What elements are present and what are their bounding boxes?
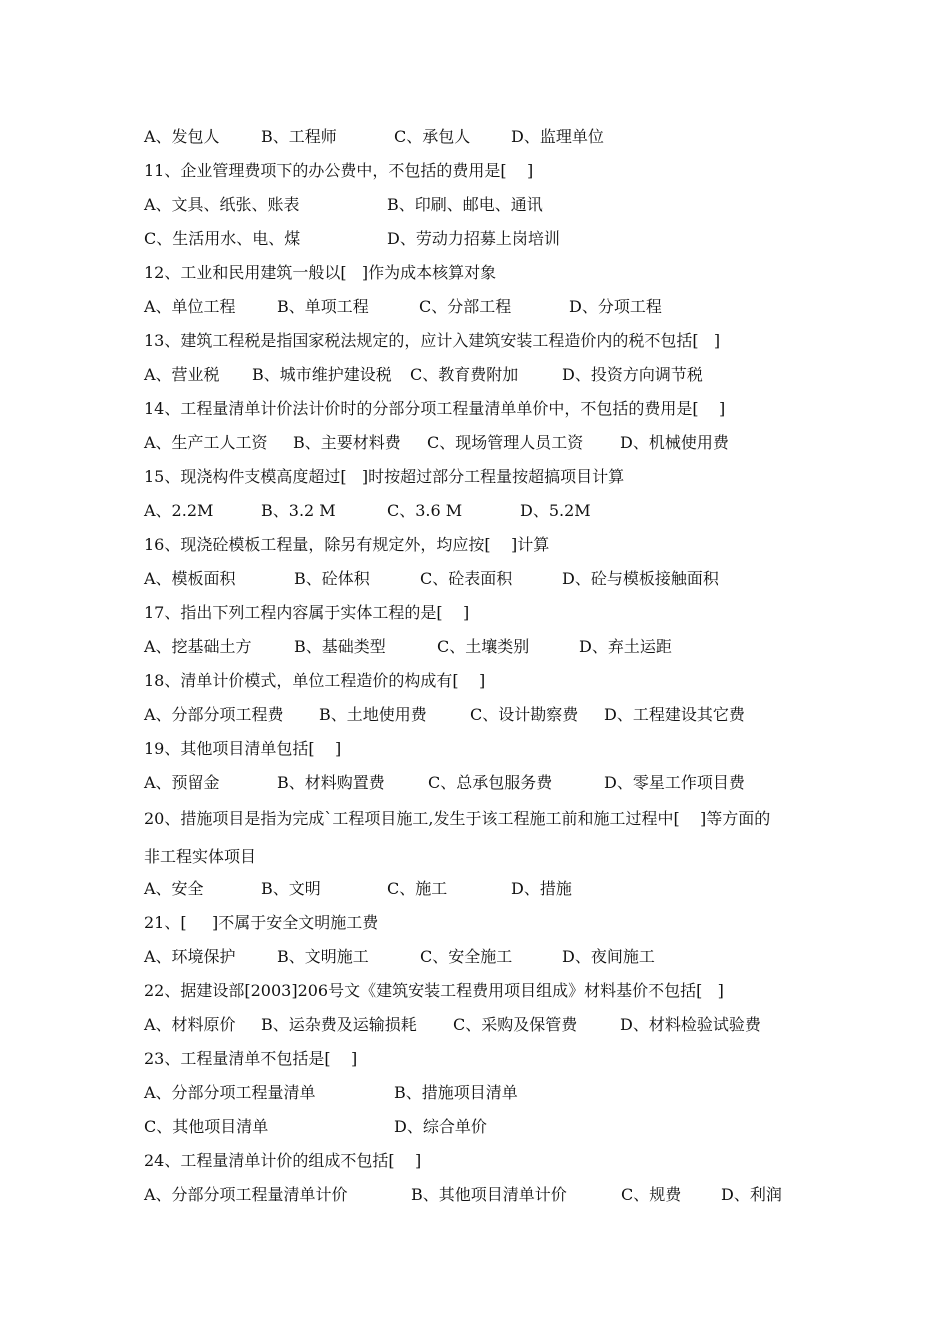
answer-option: C、其他项目清单	[144, 1117, 269, 1136]
answer-option: A、预留金	[144, 773, 220, 792]
answer-option: A、单位工程	[144, 297, 236, 316]
answer-option: D、综合单价	[394, 1117, 487, 1136]
answer-option: A、材料原价	[144, 1015, 236, 1034]
question-text: 13、建筑工程税是指国家税法规定的，应计入建筑安装工程造价内的税不包括[ ]	[144, 331, 721, 350]
question-text: 12、工业和民用建筑一般以[ ]作为成本核算对象	[144, 263, 497, 282]
answer-option: A、挖基础土方	[144, 637, 252, 656]
question-text: 15、现浇构件支模高度超过[ ]时按超过部分工程量按超搞项目计算	[144, 467, 625, 486]
answer-option: D、夜间施工	[562, 947, 655, 966]
answer-option: B、砼体积	[294, 569, 370, 588]
answer-option: A、模板面积	[144, 569, 236, 588]
answer-option: D、机械使用费	[620, 433, 729, 452]
answer-option: A、分部分项工程量清单计价	[144, 1185, 348, 1204]
answer-option: B、其他项目清单计价	[411, 1185, 567, 1204]
answer-option: C、分部工程	[419, 297, 512, 316]
question-text: 16、现浇砼模板工程量，除另有规定外，均应按[ ]计算	[144, 535, 550, 554]
answer-option: B、运杂费及运输损耗	[261, 1015, 417, 1034]
answer-option: B、印刷、邮电、通讯	[387, 195, 543, 214]
answer-option: C、砼表面积	[420, 569, 513, 588]
answer-option: C、总承包服务费	[428, 773, 553, 792]
answer-option: C、设计勘察费	[470, 705, 579, 724]
answer-option: B、单项工程	[277, 297, 369, 316]
question-text: 14、工程量清单计价法计价时的分部分项工程量清单单价中，不包括的费用是[ ]	[144, 399, 726, 418]
question-text: 17、指出下列工程内容属于实体工程的是[ ]	[144, 603, 470, 622]
answer-option: D、劳动力招募上岗培训	[387, 229, 560, 248]
answer-option: C、3.6 M	[387, 501, 463, 520]
answer-option: A、分部分项工程量清单	[144, 1083, 316, 1102]
answer-option: A、安全	[144, 879, 204, 898]
answer-option: D、砼与模板接触面积	[562, 569, 719, 588]
question-text: 22、据建设部[2003]206号文《建筑安装工程费用项目组成》材料基价不包括[ ]	[144, 981, 724, 1000]
answer-option: D、投资方向调节税	[562, 365, 703, 384]
question-text: 21、[ ]不属于安全文明施工费	[144, 913, 379, 932]
answer-option: B、基础类型	[294, 637, 386, 656]
question-text: 20、措施项目是指为完成`工程项目施工,发生于该工程施工前和施工过程中[ ]等方面的	[144, 809, 771, 828]
answer-option: C、采购及保管费	[453, 1015, 578, 1034]
answer-option: B、主要材料费	[293, 433, 401, 452]
answer-option: D、分项工程	[569, 297, 662, 316]
answer-option: D、零星工作项目费	[604, 773, 745, 792]
answer-option: B、土地使用费	[319, 705, 427, 724]
question-text: 11、企业管理费项下的办公费中，不包括的费用是[ ]	[144, 161, 534, 180]
answer-option: C、现场管理人员工资	[427, 433, 584, 452]
answer-option: D、利润	[721, 1185, 782, 1204]
answer-option: A、生产工人工资	[144, 433, 268, 452]
answer-option: A、2.2M	[144, 501, 214, 520]
answer-option: B、工程师	[261, 127, 337, 146]
question-text: 18、清单计价模式，单位工程造价的构成有[ ]	[144, 671, 486, 690]
answer-option: C、安全施工	[420, 947, 513, 966]
answer-option: A、环境保护	[144, 947, 236, 966]
answer-option: A、文具、纸张、账表	[144, 195, 300, 214]
answer-option: D、弃土运距	[579, 637, 672, 656]
answer-option: C、生活用水、电、煤	[144, 229, 301, 248]
answer-option: C、施工	[387, 879, 448, 898]
answer-option: C、规费	[621, 1185, 682, 1204]
answer-option: B、文明施工	[277, 947, 369, 966]
answer-option: B、3.2 M	[261, 501, 336, 520]
answer-option: B、措施项目清单	[394, 1083, 518, 1102]
question-text: 24、工程量清单计价的组成不包括[ ]	[144, 1151, 422, 1170]
answer-option: C、土壤类别	[437, 637, 530, 656]
answer-option: D、措施	[511, 879, 572, 898]
answer-option: D、材料检验试验费	[620, 1015, 761, 1034]
answer-option: B、材料购置费	[277, 773, 385, 792]
answer-option: B、文明	[261, 879, 321, 898]
question-text: 23、工程量清单不包括是[ ]	[144, 1049, 358, 1068]
answer-option: D、监理单位	[511, 127, 604, 146]
question-text: 19、其他项目清单包括[ ]	[144, 739, 342, 758]
answer-option: A、分部分项工程费	[144, 705, 284, 724]
answer-option: D、工程建设其它费	[604, 705, 745, 724]
answer-option: B、城市维护建设税	[252, 365, 392, 384]
answer-option: A、发包人	[144, 127, 220, 146]
question-text: 非工程实体项目	[144, 847, 257, 866]
answer-option: D、5.2M	[520, 501, 591, 520]
answer-option: C、承包人	[394, 127, 471, 146]
answer-option: C、教育费附加	[410, 365, 519, 384]
answer-option: A、营业税	[144, 365, 220, 384]
